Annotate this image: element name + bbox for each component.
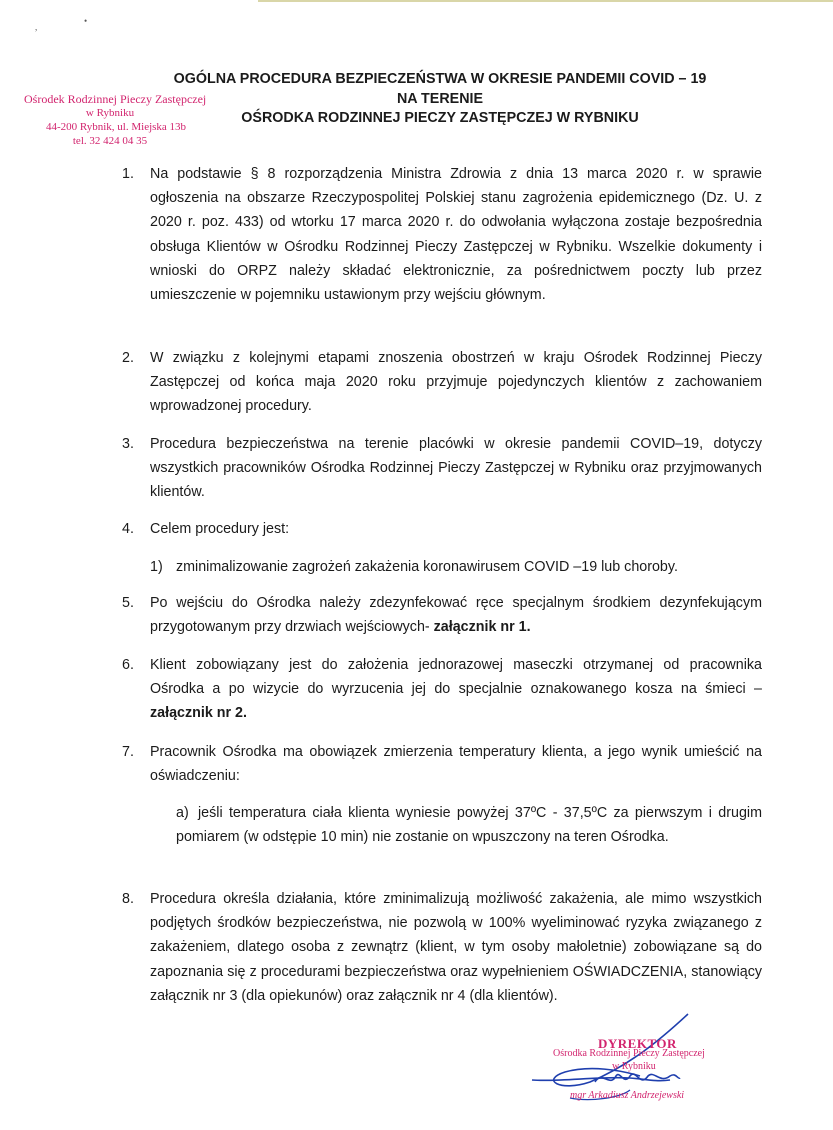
scan-edge-line <box>258 0 833 2</box>
attachment-reference: załącznik nr 1. <box>433 619 531 636</box>
item-text-body: Po wejściu do Ośrodka należy zdezynfekować ręce specjalnym środkiem dezynfekującym przygotowanym przy drzwiach wejściowych- <box>150 595 762 636</box>
item-text: Procedura określa działania, które zminimalizują możliwość zakażenia, ale mimo wszystkich podjętych środków bezpieczeństwa, nie pozwolą w 100% wyeliminować ryzyka związanego z zakażeniem, dlatego osoba z zewnątrz (klient, w tym osoby małoletnie) zobowiązane są do zapoznania się z procedurami bezpieczeństwa oraz wypełnieniem OŚWIADCZENIA, stanowiący załącznik nr 3 (dla opiekunów) oraz załącznik nr 4 (dla klientów). <box>150 891 762 1004</box>
attachment-reference: załącznik nr 2. <box>150 705 247 722</box>
item-text: W związku z kolejnymi etapami znoszenia obostrzeń w kraju Ośrodek Rodzinnej Pieczy Zastępczej od końca maja 2020 roku przyjmuje pojedynczych klientów z zachowaniem wprowadzonej procedury. <box>150 350 762 415</box>
item-text: Pracownik Ośrodka ma obowiązek zmierzenia temperatury klienta, a jego wynik umieścić na oświadczeniu: <box>150 744 762 785</box>
item-number: 5. <box>122 595 134 611</box>
stamp-line-1: Ośrodek Rodzinnej Pieczy Zastępczej <box>24 92 207 106</box>
item-number: 2. <box>122 350 134 366</box>
subitem-number: a) <box>176 805 189 821</box>
scan-speck: • <box>84 16 88 26</box>
document-title <box>90 70 790 129</box>
subitem-number: 1) <box>150 559 163 575</box>
item-number: 4. <box>122 521 134 537</box>
title-line-1: OGÓLNA PROCEDURA BEZPIECZEŃSTWA W OKRESIE PANDEMII COVID – 19 <box>173 71 707 87</box>
signature-name: mgr Arkadiusz Andrzejewski <box>570 1090 685 1101</box>
stamp-line-2: w Rybniku <box>85 107 135 119</box>
title-line-3: OŚRODKA RODZINNEJ PIECZY ZASTĘPCZEJ W RYBNIKU <box>241 110 639 126</box>
title-line-2: NA TERENIE <box>396 90 484 107</box>
item-text <box>150 653 762 726</box>
item-text: Na podstawie § 8 rozporządzenia Ministra Zdrowia z dnia 13 marca 2020 r. w sprawie ogłoszenia na obszarze Rzeczypospolitej Polskiej stanu zagrożenia epidemicznego (Dz. U. z 2020 r. poz. 433) od wtorku 17 marca 2020 r. do odwołania wyłączona zostaje bezpośrednia obsługa Klientów w Ośrodku Rodzinnej Pieczy Zastępczej w Rybniku. Wszelkie dokumenty i wnioski do ORPZ należy składać elektronicznie, za pośrednictwem poczty lub przez umieszczenie w pojemniku ustawionym przy wejściu głównym. <box>150 166 762 304</box>
item-number: 8. <box>122 891 134 907</box>
item-number: 3. <box>122 436 134 452</box>
signature-title: DYREKTOR <box>598 1036 677 1051</box>
item-text-body: Klient zobowiązany jest do założenia jednorazowej maseczki otrzymanej od pracownika Ośrodka a po wizycie do wyrzucenia jej do specjalnie oznakowanego kosza na śmieci – <box>150 657 762 698</box>
item-text <box>150 591 762 639</box>
item-text: Celem procedury jest: <box>150 521 290 537</box>
item-number: 6. <box>122 657 134 673</box>
item-number: 1. <box>122 166 134 182</box>
scan-speck: , <box>35 22 38 32</box>
stamp-line-3: 44-200 Rybnik, ul. Miejska 13b <box>45 121 187 133</box>
item-number: 7. <box>122 744 134 760</box>
signature-org-line-2: w Rybniku <box>612 1061 656 1072</box>
stamp-line-4: tel. 32 424 04 35 <box>72 135 148 147</box>
signature-org-line-1: Ośrodka Rodzinnej Pieczy Zastępczej <box>553 1048 705 1059</box>
subitem-text: jeśli temperatura ciała klienta wyniesie powyżej 37ºC - 37,5ºC za pierwszym i drugim pomiarem (w odstępie 10 min) nie zostanie on wpuszczony na teren Ośrodka. <box>176 805 762 846</box>
item-text: Procedura bezpieczeństwa na terenie placówki w okresie pandemii COVID–19, dotyczy wszystkich pracowników Ośrodka Rodzinnej Pieczy Zastępczej w Rybniku oraz przyjmowanych klientów. <box>150 436 762 501</box>
subitem-text: zminimalizowanie zagrożeń zakażenia koronawirusem COVID –19 lub choroby. <box>176 559 678 575</box>
